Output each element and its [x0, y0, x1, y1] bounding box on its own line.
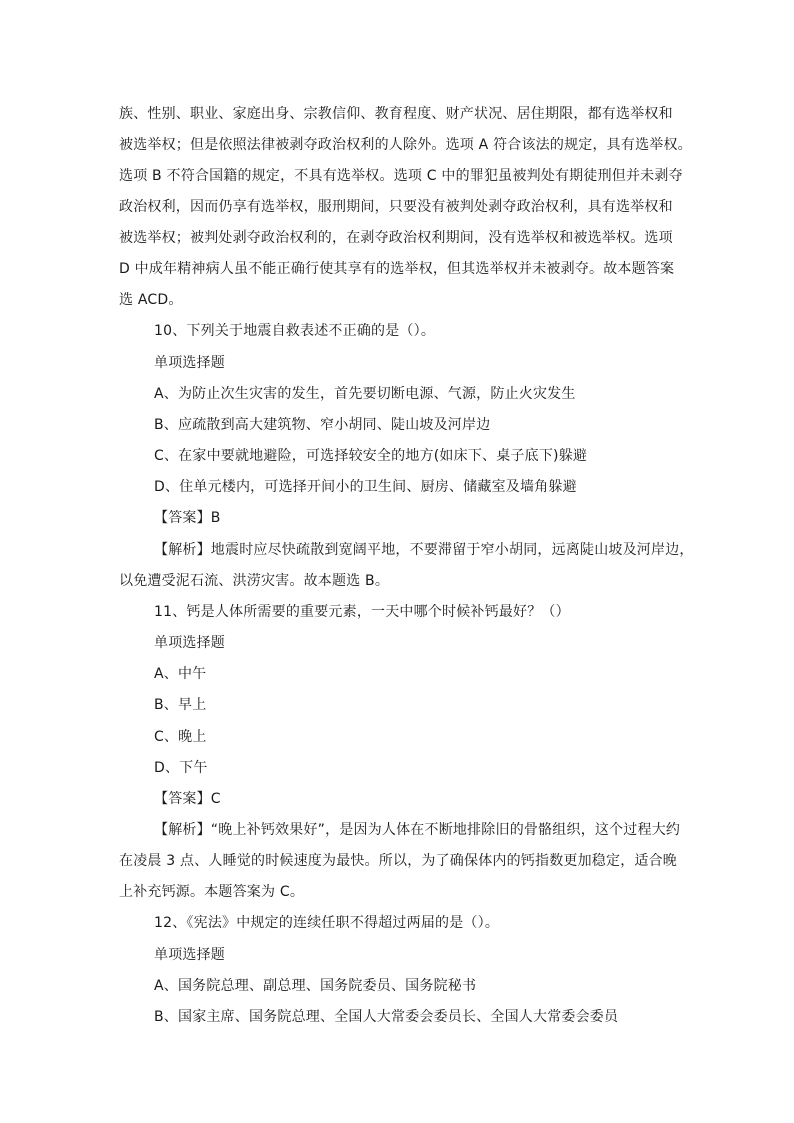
explanation-line: 以免遭受泥石流、洪涝灾害。故本题选 B。	[119, 573, 390, 589]
paragraph-line: 被选举权；被判处剥夺政治权利的，在剥夺政治权利期间，没有选举权和被选举权。选项	[119, 230, 673, 246]
option-c: C、在家中要就地避险，可选择较安全的地方(如床下、桌子底下)躲避	[154, 448, 588, 464]
option-d: D、下午	[154, 760, 208, 776]
explanation-line: 在凌晨 3 点、人睡觉的时候速度为最快。所以，为了确保体内的钙指数更加稳定，适合晚	[119, 853, 678, 869]
question-type: 单项选择题	[154, 947, 225, 963]
paragraph-line: 选 ACD。	[119, 292, 183, 308]
option-a: A、国务院总理、副总理、国务院委员、国务院秘书	[154, 978, 477, 994]
option-b: B、应疏散到高大建筑物、窄小胡同、陡山坡及河岸边	[154, 417, 491, 433]
paragraph-line: 族、性别、职业、家庭出身、宗教信仰、教育程度、财产状况、居住期限，都有选举权和	[119, 106, 673, 122]
question-type: 单项选择题	[154, 635, 225, 651]
explanation-line: 【解析】地震时应尽快疏散到宽阔平地，不要滞留于窄小胡同，远离陡山坡及河岸边，	[154, 542, 694, 558]
answer-label: 【答案】B	[154, 510, 221, 526]
paragraph-line: 政治权利，因而仍享有选举权，服刑期间，只要没有被判处剥夺政治权利，具有选举权和	[119, 199, 673, 215]
answer-label: 【答案】C	[154, 791, 221, 807]
option-b: B、国家主席、国务院总理、全国人大常委会委员长、全国人大常委会委员	[154, 1009, 619, 1025]
option-d: D、住单元楼内，可选择开间小的卫生间、厨房、储藏室及墙角躲避	[154, 479, 577, 495]
option-a: A、中午	[154, 666, 207, 682]
option-b: B、早上	[154, 697, 207, 713]
explanation-line: 上补充钙源。本题答案为 C。	[119, 884, 305, 900]
option-c: C、晚上	[154, 729, 207, 745]
question-text: 10、下列关于地震自救表述不正确的是（）。	[154, 323, 436, 339]
explanation-line: 【解析】“晚上补钙效果好”，是因为人体在不断地排除旧的骨骼组织，这个过程大约	[154, 822, 681, 838]
question-text: 12、《宪法》中规定的连续任职不得超过两届的是（）。	[154, 915, 500, 931]
question-text: 11、钙是人体所需要的重要元素，一天中哪个时候补钙最好？（）	[154, 604, 570, 620]
paragraph-line: 选项 B 不符合国籍的规定，不具有选举权。选项 C 中的罪犯虽被判处有期徒刑但并未剥夺	[119, 168, 683, 184]
paragraph-line: D 中成年精神病人虽不能正确行使其享有的选举权，但其选举权并未被剥夺。故本题答案	[119, 261, 675, 277]
question-type: 单项选择题	[154, 355, 225, 371]
paragraph-line: 被选举权；但是依照法律被剥夺政治权利的人除外。选项 A 符合该法的规定，具有选举权。	[119, 137, 692, 153]
option-a: A、为防止次生灾害的发生，首先要切断电源、气源，防止火灾发生	[154, 386, 576, 402]
